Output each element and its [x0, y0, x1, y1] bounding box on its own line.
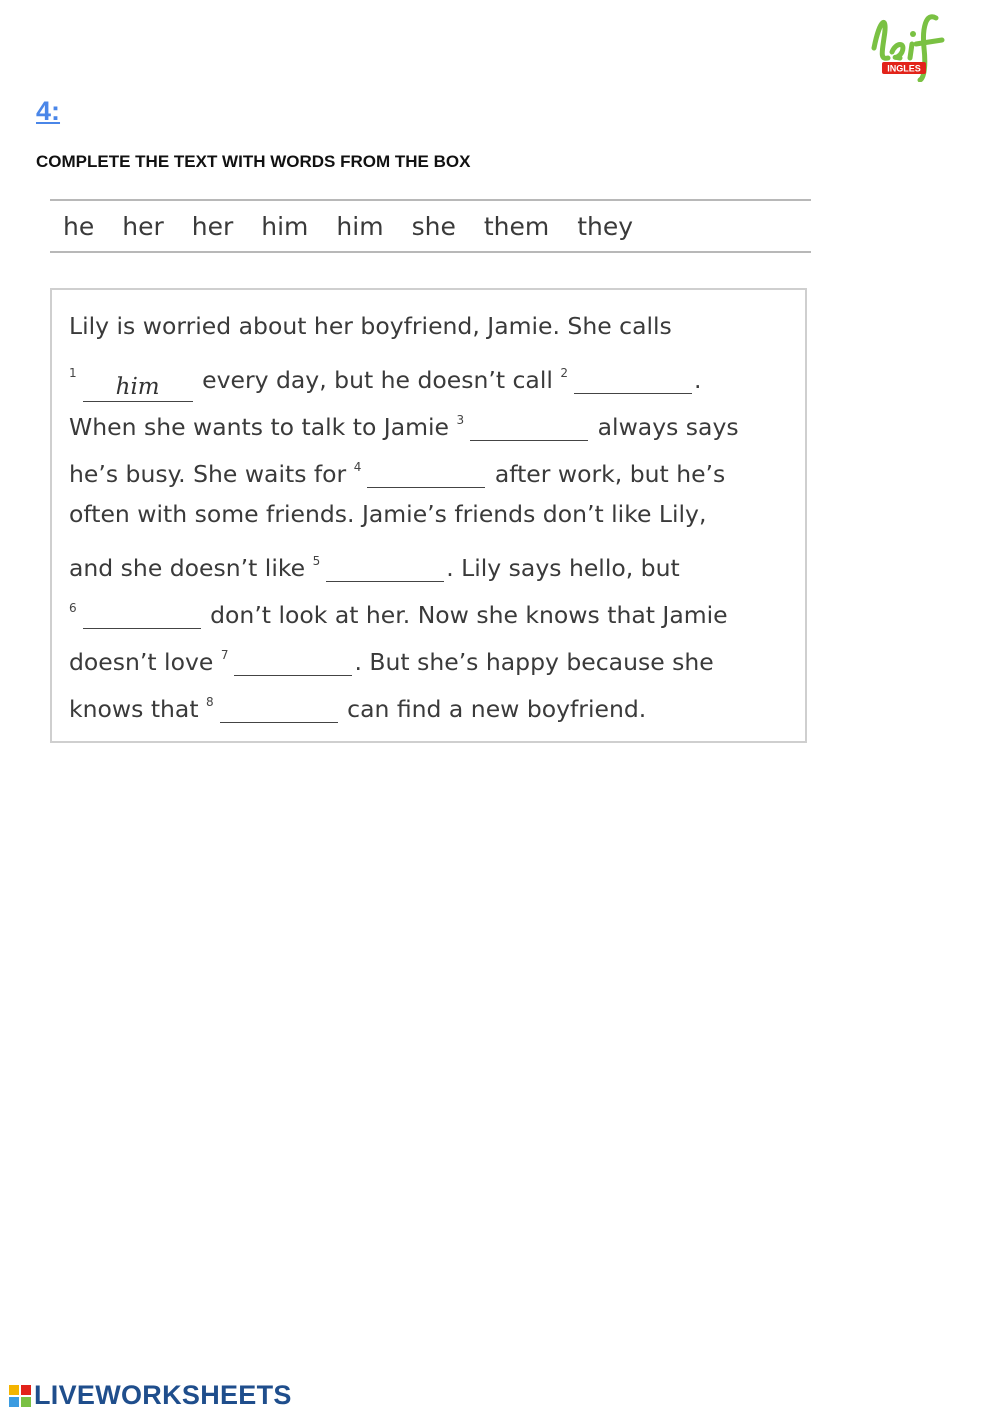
text-line-2 — [69, 353, 702, 400]
word-box-item: her — [122, 211, 164, 241]
answer-blank-7[interactable] — [234, 647, 352, 676]
text-line-9 — [69, 682, 646, 722]
word-box-item: him — [261, 211, 309, 241]
footer-brand: LIVEWORKSHEETS — [34, 1380, 292, 1410]
text-segment: he’s busy. She waits for — [69, 460, 347, 488]
word-box-item: him — [336, 211, 384, 241]
word-box-item: her — [191, 211, 234, 241]
gap-number: 4 — [353, 460, 362, 474]
text-line-3 — [69, 400, 739, 440]
svg-text:INGLES: INGLES — [887, 63, 921, 74]
text-segment: and she doesn’t like — [69, 554, 306, 582]
gap-number: 5 — [312, 554, 321, 568]
answer-blank-8[interactable] — [220, 694, 338, 723]
text-segment: When she wants to talk to Jamie — [69, 413, 450, 441]
word-box-item: they — [577, 211, 634, 241]
answer-blank-3[interactable] — [470, 412, 588, 441]
example-answer: him — [83, 373, 193, 402]
section-number-link[interactable]: 4: — [36, 96, 61, 126]
word-box — [50, 199, 811, 253]
text-segment: . Lily says hello, but — [446, 554, 680, 582]
text-line-1 — [69, 306, 672, 346]
text-segment: knows that — [69, 695, 199, 723]
text-segment: often with some friends. Jamie’s friends don’t like Lily, — [69, 500, 707, 528]
gap-number: 6 — [69, 601, 77, 615]
text-segment: always says — [597, 413, 739, 441]
text-line-4 — [69, 447, 725, 487]
gap-number: 7 — [220, 648, 229, 662]
word-box-item: she — [411, 211, 456, 241]
text-line-6 — [69, 541, 680, 581]
text-segment: can find a new boyfriend. — [347, 695, 647, 723]
text-segment: don’t look at her. Now she knows that Jamie — [210, 601, 728, 629]
text-segment: every day, but he doesn’t call — [202, 366, 553, 394]
word-box-item: he — [63, 211, 95, 241]
text-segment: after work, but he’s — [494, 460, 726, 488]
liveworksheets-grid-icon — [8, 1384, 32, 1408]
text-line-5 — [69, 494, 706, 534]
text-segment: . — [694, 366, 702, 394]
liveworksheets-footer[interactable] — [8, 1380, 292, 1411]
reading-text-box — [50, 288, 807, 743]
answer-blank-4[interactable] — [367, 459, 485, 488]
word-box-item: them — [483, 211, 550, 241]
text-line-7 — [69, 588, 728, 628]
answer-blank-2[interactable] — [574, 365, 692, 394]
text-segment: Lily is worried about her boyfriend, Jamie. She calls — [69, 312, 672, 340]
instruction-heading: COMPLETE THE TEXT WITH WORDS FROM THE BOX — [36, 152, 471, 171]
gap-number: 8 — [206, 695, 214, 709]
text-line-8 — [69, 635, 714, 675]
text-segment: . But she’s happy because she — [354, 648, 714, 676]
gap-number: 3 — [456, 413, 465, 427]
answer-blank-6[interactable] — [83, 600, 201, 629]
leif-ingles-logo — [866, 8, 958, 82]
answer-blank-5[interactable] — [326, 553, 444, 582]
gap-number: 1 — [69, 366, 77, 380]
gap-number: 2 — [560, 366, 569, 380]
text-segment: doesn’t love — [69, 648, 214, 676]
